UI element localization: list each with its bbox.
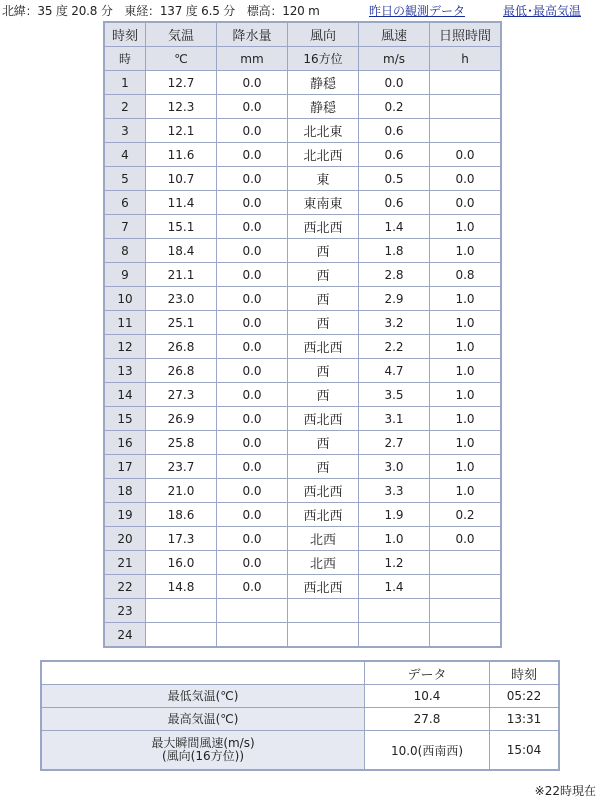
temperature-cell: 12.7 bbox=[146, 71, 217, 95]
wind-direction-cell bbox=[288, 599, 359, 623]
temperature-cell: 25.8 bbox=[146, 431, 217, 455]
sunshine-cell: 1.0 bbox=[430, 239, 502, 263]
table-row bbox=[104, 431, 501, 455]
wind-direction-cell: 静穏 bbox=[288, 95, 359, 119]
precipitation-cell: 0.0 bbox=[217, 431, 288, 455]
sunshine-cell bbox=[430, 95, 502, 119]
wind-direction-cell: 東南東 bbox=[288, 191, 359, 215]
wind-direction-cell: 西北西 bbox=[288, 575, 359, 599]
precipitation-cell: 0.0 bbox=[217, 455, 288, 479]
wind-direction-cell: 西北西 bbox=[288, 503, 359, 527]
temperature-cell: 23.7 bbox=[146, 455, 217, 479]
summary-label-line2: (風向(16方位)) bbox=[162, 749, 244, 763]
location-text: 北緯：35 度 20.8 分 東経：137 度 6.5 分 標高：120 m bbox=[2, 3, 320, 18]
hour-cell: 5 bbox=[104, 167, 146, 191]
hour-cell: 14 bbox=[104, 383, 146, 407]
table-row bbox=[104, 503, 501, 527]
temperature-cell: 26.9 bbox=[146, 407, 217, 431]
summary-label-line1: 最低気温(℃) bbox=[167, 688, 239, 703]
hour-cell: 9 bbox=[104, 263, 146, 287]
sunshine-cell: 1.0 bbox=[430, 335, 502, 359]
summary-data: 10.4 bbox=[365, 685, 490, 708]
header-rain: 降水量 bbox=[217, 22, 288, 47]
sunshine-cell: 1.0 bbox=[430, 479, 502, 503]
wind-direction-cell: 西 bbox=[288, 311, 359, 335]
hour-cell: 2 bbox=[104, 95, 146, 119]
wind-speed-cell: 0.6 bbox=[359, 119, 430, 143]
precipitation-cell: 0.0 bbox=[217, 239, 288, 263]
hour-cell: 1 bbox=[104, 71, 146, 95]
summary-header-data: データ bbox=[365, 661, 490, 685]
hour-cell: 13 bbox=[104, 359, 146, 383]
wind-speed-cell: 1.4 bbox=[359, 575, 430, 599]
wind-direction-cell: 西 bbox=[288, 239, 359, 263]
wind-speed-cell: 0.6 bbox=[359, 191, 430, 215]
precipitation-cell: 0.0 bbox=[217, 551, 288, 575]
table-row bbox=[104, 407, 501, 431]
temperature-cell: 11.4 bbox=[146, 191, 217, 215]
unit-wind-speed: m/s bbox=[359, 47, 430, 71]
table-row bbox=[104, 551, 501, 575]
table-row bbox=[104, 239, 501, 263]
wind-direction-cell: 西 bbox=[288, 455, 359, 479]
hour-cell: 22 bbox=[104, 575, 146, 599]
sunshine-cell: 1.0 bbox=[430, 359, 502, 383]
hour-cell: 7 bbox=[104, 215, 146, 239]
sunshine-cell bbox=[430, 623, 502, 648]
unit-wind-dir: 16方位 bbox=[288, 47, 359, 71]
hour-cell: 3 bbox=[104, 119, 146, 143]
temperature-cell: 26.8 bbox=[146, 359, 217, 383]
sunshine-cell: 1.0 bbox=[430, 215, 502, 239]
wind-speed-cell: 1.4 bbox=[359, 215, 430, 239]
hour-cell: 17 bbox=[104, 455, 146, 479]
table-row bbox=[104, 479, 501, 503]
precipitation-cell: 0.0 bbox=[217, 263, 288, 287]
hour-cell: 19 bbox=[104, 503, 146, 527]
precipitation-cell: 0.0 bbox=[217, 359, 288, 383]
unit-hour: 時 bbox=[104, 47, 146, 71]
table-row bbox=[104, 287, 501, 311]
wind-direction-cell: 西 bbox=[288, 431, 359, 455]
precipitation-cell: 0.0 bbox=[217, 287, 288, 311]
sunshine-cell: 0.0 bbox=[430, 143, 502, 167]
summary-label bbox=[41, 708, 365, 731]
sunshine-cell: 1.0 bbox=[430, 383, 502, 407]
precipitation-cell: 0.0 bbox=[217, 215, 288, 239]
temperature-cell: 12.1 bbox=[146, 119, 217, 143]
hour-cell: 11 bbox=[104, 311, 146, 335]
unit-temp: ℃ bbox=[146, 47, 217, 71]
temperature-cell bbox=[146, 599, 217, 623]
wind-speed-cell bbox=[359, 599, 430, 623]
precipitation-cell: 0.0 bbox=[217, 575, 288, 599]
sunshine-cell: 1.0 bbox=[430, 431, 502, 455]
precipitation-cell: 0.0 bbox=[217, 119, 288, 143]
hour-cell: 8 bbox=[104, 239, 146, 263]
hour-cell: 23 bbox=[104, 599, 146, 623]
header-sunshine: 日照時間 bbox=[430, 22, 502, 47]
temperature-cell: 17.3 bbox=[146, 527, 217, 551]
wind-speed-cell: 1.9 bbox=[359, 503, 430, 527]
sunshine-cell: 0.0 bbox=[430, 167, 502, 191]
table-row bbox=[104, 383, 501, 407]
hour-cell: 16 bbox=[104, 431, 146, 455]
summary-row bbox=[41, 685, 559, 708]
summary-header-blank bbox=[41, 661, 365, 685]
summary-label bbox=[41, 685, 365, 708]
wind-direction-cell: 東 bbox=[288, 167, 359, 191]
hour-cell: 10 bbox=[104, 287, 146, 311]
table-row bbox=[104, 575, 501, 599]
sunshine-cell bbox=[430, 71, 502, 95]
hour-cell: 18 bbox=[104, 479, 146, 503]
summary-label-line1: 最大瞬間風速(m/s) bbox=[151, 736, 255, 750]
table-row bbox=[104, 191, 501, 215]
wind-direction-cell: 北西 bbox=[288, 551, 359, 575]
table-row bbox=[104, 455, 501, 479]
hour-cell: 4 bbox=[104, 143, 146, 167]
table-row bbox=[104, 335, 501, 359]
sunshine-cell bbox=[430, 575, 502, 599]
table-row bbox=[104, 119, 501, 143]
table-row bbox=[104, 527, 501, 551]
unit-rain: mm bbox=[217, 47, 288, 71]
observation-table bbox=[103, 21, 502, 648]
summary-time: 13:31 bbox=[490, 708, 560, 731]
temperature-cell: 18.4 bbox=[146, 239, 217, 263]
wind-direction-cell: 西北西 bbox=[288, 335, 359, 359]
table-row bbox=[104, 623, 501, 648]
precipitation-cell: 0.0 bbox=[217, 71, 288, 95]
header-wind-dir: 風向 bbox=[288, 22, 359, 47]
hour-cell: 20 bbox=[104, 527, 146, 551]
wind-speed-cell: 1.8 bbox=[359, 239, 430, 263]
table-row bbox=[104, 71, 501, 95]
wind-direction-cell: 静穏 bbox=[288, 71, 359, 95]
temperature-cell: 23.0 bbox=[146, 287, 217, 311]
sunshine-cell: 0.0 bbox=[430, 527, 502, 551]
temperature-cell: 18.6 bbox=[146, 503, 217, 527]
temperature-cell: 27.3 bbox=[146, 383, 217, 407]
wind-direction-cell: 西北西 bbox=[288, 407, 359, 431]
wind-speed-cell: 2.9 bbox=[359, 287, 430, 311]
sunshine-cell: 0.0 bbox=[430, 191, 502, 215]
sunshine-cell: 1.0 bbox=[430, 311, 502, 335]
wind-direction-cell bbox=[288, 623, 359, 648]
wind-speed-cell: 0.6 bbox=[359, 143, 430, 167]
summary-header-row bbox=[41, 661, 559, 685]
wind-direction-cell: 北北西 bbox=[288, 143, 359, 167]
precipitation-cell: 0.0 bbox=[217, 383, 288, 407]
unit-sunshine: h bbox=[430, 47, 502, 71]
summary-header-time: 時刻 bbox=[490, 661, 560, 685]
wind-speed-cell: 1.0 bbox=[359, 527, 430, 551]
temperature-cell: 15.1 bbox=[146, 215, 217, 239]
summary-row bbox=[41, 731, 559, 771]
precipitation-cell: 0.0 bbox=[217, 335, 288, 359]
wind-speed-cell: 3.1 bbox=[359, 407, 430, 431]
hour-cell: 21 bbox=[104, 551, 146, 575]
temperature-cell: 25.1 bbox=[146, 311, 217, 335]
precipitation-cell: 0.0 bbox=[217, 167, 288, 191]
precipitation-cell: 0.0 bbox=[217, 143, 288, 167]
wind-speed-cell: 0.5 bbox=[359, 167, 430, 191]
temperature-cell: 21.0 bbox=[146, 479, 217, 503]
summary-label bbox=[41, 731, 365, 771]
hour-cell: 15 bbox=[104, 407, 146, 431]
summary-table bbox=[40, 660, 560, 771]
precipitation-cell bbox=[217, 623, 288, 648]
wind-direction-cell: 西北西 bbox=[288, 215, 359, 239]
wind-speed-cell: 2.2 bbox=[359, 335, 430, 359]
wind-direction-cell: 西 bbox=[288, 287, 359, 311]
as-of-note: ※22時現在 bbox=[534, 784, 596, 798]
header-hour: 時刻 bbox=[104, 22, 146, 47]
precipitation-cell: 0.0 bbox=[217, 479, 288, 503]
table-row bbox=[104, 599, 501, 623]
precipitation-cell: 0.0 bbox=[217, 527, 288, 551]
table-row bbox=[104, 311, 501, 335]
wind-speed-cell: 0.0 bbox=[359, 71, 430, 95]
min-max-temp-link[interactable]: 最低･最高気温 bbox=[503, 3, 582, 18]
summary-time: 15:04 bbox=[490, 731, 560, 771]
temperature-cell: 10.7 bbox=[146, 167, 217, 191]
table-row bbox=[104, 359, 501, 383]
wind-speed-cell: 1.2 bbox=[359, 551, 430, 575]
sunshine-cell: 1.0 bbox=[430, 455, 502, 479]
hour-cell: 12 bbox=[104, 335, 146, 359]
wind-direction-cell: 西北西 bbox=[288, 479, 359, 503]
precipitation-cell: 0.0 bbox=[217, 311, 288, 335]
wind-speed-cell: 3.3 bbox=[359, 479, 430, 503]
summary-label-line1: 最高気温(℃) bbox=[167, 711, 239, 726]
wind-speed-cell bbox=[359, 623, 430, 648]
precipitation-cell: 0.0 bbox=[217, 407, 288, 431]
summary-data: 10.0(西南西) bbox=[365, 731, 490, 771]
wind-speed-cell: 0.2 bbox=[359, 95, 430, 119]
wind-speed-cell: 2.7 bbox=[359, 431, 430, 455]
table-row bbox=[104, 95, 501, 119]
sunshine-cell bbox=[430, 551, 502, 575]
wind-speed-cell: 3.5 bbox=[359, 383, 430, 407]
wind-speed-cell: 4.7 bbox=[359, 359, 430, 383]
summary-row bbox=[41, 708, 559, 731]
header-wind-speed: 風速 bbox=[359, 22, 430, 47]
wind-speed-cell: 3.2 bbox=[359, 311, 430, 335]
wind-speed-cell: 2.8 bbox=[359, 263, 430, 287]
temperature-cell: 21.1 bbox=[146, 263, 217, 287]
hour-cell: 24 bbox=[104, 623, 146, 648]
wind-direction-cell: 北北東 bbox=[288, 119, 359, 143]
table-row bbox=[104, 263, 501, 287]
summary-data: 27.8 bbox=[365, 708, 490, 731]
temperature-cell: 26.8 bbox=[146, 335, 217, 359]
wind-direction-cell: 西 bbox=[288, 383, 359, 407]
precipitation-cell: 0.0 bbox=[217, 191, 288, 215]
wind-direction-cell: 西 bbox=[288, 263, 359, 287]
sunshine-cell: 1.0 bbox=[430, 287, 502, 311]
precipitation-cell: 0.0 bbox=[217, 503, 288, 527]
temperature-cell: 14.8 bbox=[146, 575, 217, 599]
header-temp: 気温 bbox=[146, 22, 217, 47]
temperature-cell bbox=[146, 623, 217, 648]
hour-cell: 6 bbox=[104, 191, 146, 215]
temperature-cell: 12.3 bbox=[146, 95, 217, 119]
sunshine-cell bbox=[430, 599, 502, 623]
sunshine-cell: 0.8 bbox=[430, 263, 502, 287]
wind-speed-cell: 3.0 bbox=[359, 455, 430, 479]
table-row bbox=[104, 143, 501, 167]
yesterday-data-link[interactable]: 昨日の観測データ bbox=[369, 3, 466, 18]
table-row bbox=[104, 167, 501, 191]
wind-direction-cell: 北西 bbox=[288, 527, 359, 551]
precipitation-cell: 0.0 bbox=[217, 95, 288, 119]
table-row bbox=[104, 215, 501, 239]
sunshine-cell: 0.2 bbox=[430, 503, 502, 527]
observation-header-row bbox=[104, 22, 501, 47]
temperature-cell: 16.0 bbox=[146, 551, 217, 575]
summary-time: 05:22 bbox=[490, 685, 560, 708]
temperature-cell: 11.6 bbox=[146, 143, 217, 167]
sunshine-cell bbox=[430, 119, 502, 143]
wind-direction-cell: 西 bbox=[288, 359, 359, 383]
sunshine-cell: 1.0 bbox=[430, 407, 502, 431]
precipitation-cell bbox=[217, 599, 288, 623]
observation-unit-row bbox=[104, 47, 501, 71]
top-bar bbox=[0, 0, 600, 20]
